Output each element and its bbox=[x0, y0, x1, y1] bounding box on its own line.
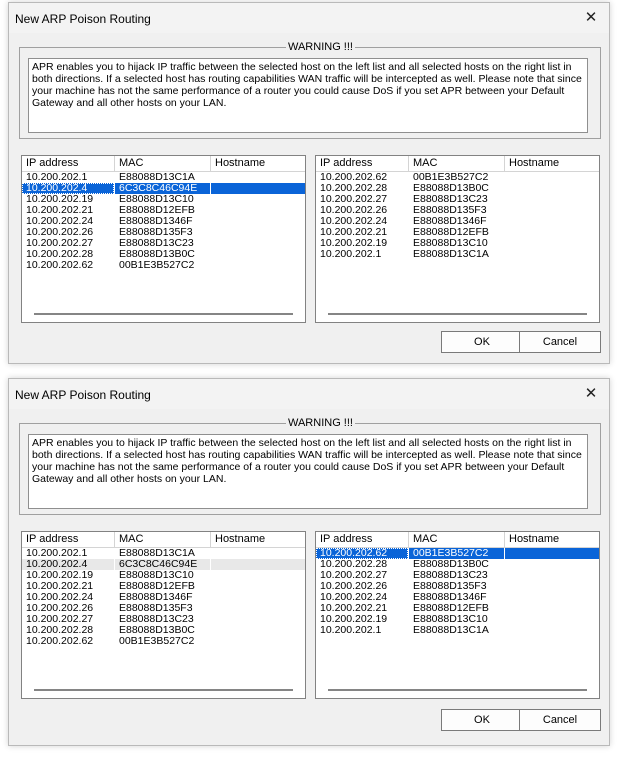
right-host-list[interactable] bbox=[315, 531, 600, 699]
mac-cell: E88088D135F3 bbox=[413, 580, 487, 592]
mac-cell: E88088D13C23 bbox=[119, 613, 194, 625]
hostname-cell bbox=[505, 172, 600, 183]
ip-address-cell: 10.200.202.26 bbox=[26, 226, 94, 238]
mac-cell: E88088D13B0C bbox=[119, 248, 195, 260]
mac-cell: E88088D12EFB bbox=[413, 602, 489, 614]
ip-address-cell: 10.200.202.24 bbox=[26, 591, 94, 603]
ip-address-cell: 10.200.202.28 bbox=[320, 182, 388, 194]
mac-cell: 00B1E3B527C2 bbox=[119, 635, 195, 647]
ip-address-cell: 10.200.202.62 bbox=[26, 635, 94, 647]
right-list-rows bbox=[316, 172, 599, 260]
ip-address-cell: 10.200.202.4 bbox=[22, 559, 114, 570]
right-host-list[interactable] bbox=[315, 155, 600, 323]
hostname-cell bbox=[505, 614, 600, 625]
column-mac[interactable]: MAC bbox=[409, 156, 505, 172]
hostname-cell bbox=[211, 260, 306, 271]
hostname-cell bbox=[211, 548, 306, 559]
list-header bbox=[316, 532, 599, 548]
warning-group bbox=[19, 41, 601, 139]
mac-cell: E88088D13C1A bbox=[413, 248, 489, 260]
ip-address-cell: 10.200.202.27 bbox=[26, 613, 94, 625]
mac-cell: 00B1E3B527C2 bbox=[413, 171, 489, 183]
dialog-title: New ARP Poison Routing bbox=[15, 388, 151, 402]
mac-cell: E88088D135F3 bbox=[119, 226, 193, 238]
hostname-cell bbox=[211, 227, 306, 238]
hostname-cell bbox=[211, 636, 306, 647]
left-host-list[interactable] bbox=[21, 531, 306, 699]
hostname-cell bbox=[505, 592, 600, 603]
ip-address-cell: 10.200.202.27 bbox=[320, 193, 388, 205]
ip-address-cell: 10.200.202.26 bbox=[320, 580, 388, 592]
left-list-rows bbox=[22, 548, 305, 647]
mac-cell: E88088D13B0C bbox=[413, 558, 489, 570]
title-bar bbox=[9, 379, 609, 409]
column-ip-address[interactable]: IP address bbox=[22, 156, 115, 172]
hostname-cell bbox=[505, 205, 600, 216]
mac-cell: E88088D12EFB bbox=[119, 204, 195, 216]
column-mac[interactable]: MAC bbox=[115, 532, 211, 548]
warning-text: APR enables you to hijack IP traffic between the selected host on the left list and all selected hosts on the right list in both directions. If a selected host has routing capabilities WAN traffic will be intercepted as well. Please note that since your machine has not the same performance of a router you could cause DoS if you set APR between your Default Gateway and all other hosts on your LAN. bbox=[28, 434, 588, 509]
scrollbar-thumb[interactable] bbox=[34, 313, 293, 315]
hostname-cell bbox=[211, 570, 306, 581]
warning-group bbox=[19, 417, 601, 515]
mac-cell: E88088D1346F bbox=[119, 591, 193, 603]
scrollbar-thumb[interactable] bbox=[328, 689, 587, 691]
mac-cell: 6C3C8C46C94E bbox=[115, 183, 210, 194]
ip-address-cell: 10.200.202.1 bbox=[26, 171, 88, 183]
ip-address-cell: 10.200.202.24 bbox=[320, 591, 388, 603]
ip-address-cell: 10.200.202.62 bbox=[316, 548, 408, 559]
mac-cell: 00B1E3B527C2 bbox=[409, 548, 504, 559]
column-hostname[interactable]: Hostname bbox=[505, 156, 600, 172]
ip-address-cell: 10.200.202.1 bbox=[320, 248, 382, 260]
ip-address-cell: 10.200.202.28 bbox=[320, 558, 388, 570]
ip-address-cell: 10.200.202.4 bbox=[22, 183, 114, 194]
mac-cell: E88088D13C10 bbox=[413, 237, 488, 249]
mac-cell: 6C3C8C46C94E bbox=[115, 559, 210, 570]
hostname-cell bbox=[505, 625, 600, 636]
column-mac[interactable]: MAC bbox=[409, 532, 505, 548]
ip-address-cell: 10.200.202.21 bbox=[26, 580, 94, 592]
close-icon[interactable]: ✕ bbox=[584, 9, 598, 26]
left-host-list[interactable] bbox=[21, 155, 306, 323]
hostname-cell bbox=[211, 238, 306, 249]
mac-cell: E88088D135F3 bbox=[119, 602, 193, 614]
list-item[interactable] bbox=[22, 636, 305, 647]
ip-address-cell: 10.200.202.62 bbox=[26, 259, 94, 271]
warning-text: APR enables you to hijack IP traffic between the selected host on the left list and all selected hosts on the right list in both directions. If a selected host has routing capabilities WAN traffic will be intercepted as well. Please note that since your machine has not the same performance of a router you could cause DoS if you set APR between your Default Gateway and all other hosts on your LAN. bbox=[28, 58, 588, 133]
hostname-cell bbox=[505, 238, 600, 249]
ip-address-cell: 10.200.202.28 bbox=[26, 248, 94, 260]
horizontal-scrollbar[interactable] bbox=[22, 682, 305, 698]
ip-address-cell: 10.200.202.19 bbox=[320, 613, 388, 625]
title-bar bbox=[9, 3, 609, 33]
ip-address-cell: 10.200.202.1 bbox=[26, 547, 88, 559]
hostname-cell bbox=[505, 194, 600, 205]
column-mac[interactable]: MAC bbox=[115, 156, 211, 172]
mac-cell: E88088D13C1A bbox=[119, 171, 195, 183]
list-item[interactable] bbox=[22, 260, 305, 271]
mac-cell: E88088D13C1A bbox=[119, 547, 195, 559]
dialog-title: New ARP Poison Routing bbox=[15, 12, 151, 26]
arp-routing-dialog-2 bbox=[8, 378, 610, 746]
mac-cell: E88088D13B0C bbox=[119, 624, 195, 636]
column-hostname[interactable]: Hostname bbox=[505, 532, 600, 548]
mac-cell: E88088D13C23 bbox=[413, 569, 488, 581]
list-header bbox=[316, 156, 599, 172]
hostname-cell bbox=[211, 559, 306, 570]
hostname-cell bbox=[505, 249, 600, 260]
column-ip-address[interactable]: IP address bbox=[316, 532, 409, 548]
ip-address-cell: 10.200.202.28 bbox=[26, 624, 94, 636]
column-ip-address[interactable]: IP address bbox=[22, 532, 115, 548]
list-header bbox=[22, 532, 305, 548]
hostname-cell bbox=[505, 183, 600, 194]
warning-legend: WARNING !!! bbox=[288, 41, 353, 53]
ip-address-cell: 10.200.202.26 bbox=[26, 602, 94, 614]
hostname-cell bbox=[211, 581, 306, 592]
right-list-rows bbox=[316, 548, 599, 636]
hostname-cell bbox=[211, 614, 306, 625]
hostname-cell bbox=[505, 216, 600, 227]
ip-address-cell: 10.200.202.21 bbox=[26, 204, 94, 216]
left-list-rows bbox=[22, 172, 305, 271]
hostname-cell bbox=[505, 559, 600, 570]
mac-cell: E88088D13C10 bbox=[119, 569, 194, 581]
cancel-button[interactable]: Cancel bbox=[519, 331, 601, 353]
mac-cell: E88088D1346F bbox=[119, 215, 193, 227]
mac-cell: E88088D13C23 bbox=[413, 193, 488, 205]
mac-cell: E88088D135F3 bbox=[413, 204, 487, 216]
hostname-cell bbox=[505, 227, 600, 238]
mac-cell: E88088D13C23 bbox=[119, 237, 194, 249]
horizontal-scrollbar[interactable] bbox=[316, 682, 599, 698]
close-icon[interactable]: ✕ bbox=[584, 385, 598, 402]
mac-cell: E88088D13C10 bbox=[119, 193, 194, 205]
ip-address-cell: 10.200.202.24 bbox=[320, 215, 388, 227]
mac-cell: E88088D13B0C bbox=[413, 182, 489, 194]
ip-address-cell: 10.200.202.62 bbox=[320, 171, 388, 183]
hostname-cell bbox=[505, 548, 600, 559]
ip-address-cell: 10.200.202.1 bbox=[320, 624, 382, 636]
mac-cell: 00B1E3B527C2 bbox=[119, 259, 195, 271]
scrollbar-thumb[interactable] bbox=[34, 689, 293, 691]
ip-address-cell: 10.200.202.19 bbox=[26, 569, 94, 581]
ip-address-cell: 10.200.202.21 bbox=[320, 602, 388, 614]
hostname-cell bbox=[211, 172, 306, 183]
ip-address-cell: 10.200.202.24 bbox=[26, 215, 94, 227]
list-item[interactable] bbox=[316, 625, 599, 636]
horizontal-scrollbar[interactable] bbox=[316, 306, 599, 322]
hostname-cell bbox=[211, 205, 306, 216]
hostname-cell bbox=[211, 603, 306, 614]
ok-button[interactable]: OK bbox=[441, 331, 523, 353]
horizontal-scrollbar[interactable] bbox=[22, 306, 305, 322]
mac-cell: E88088D13C10 bbox=[413, 613, 488, 625]
hostname-cell bbox=[211, 592, 306, 603]
ip-address-cell: 10.200.202.27 bbox=[26, 237, 94, 249]
hostname-cell bbox=[211, 183, 306, 194]
mac-cell: E88088D12EFB bbox=[413, 226, 489, 238]
ip-address-cell: 10.200.202.27 bbox=[320, 569, 388, 581]
warning-legend: WARNING !!! bbox=[288, 417, 353, 429]
arp-routing-dialog-1 bbox=[8, 2, 610, 364]
hostname-cell bbox=[505, 603, 600, 614]
hostname-cell bbox=[211, 249, 306, 260]
list-item[interactable] bbox=[316, 249, 599, 260]
column-hostname[interactable]: Hostname bbox=[211, 532, 306, 548]
ok-button[interactable]: OK bbox=[441, 709, 523, 731]
column-hostname[interactable]: Hostname bbox=[211, 156, 306, 172]
list-header bbox=[22, 156, 305, 172]
cancel-button[interactable]: Cancel bbox=[519, 709, 601, 731]
hostname-cell bbox=[211, 194, 306, 205]
scrollbar-thumb[interactable] bbox=[328, 313, 587, 315]
column-ip-address[interactable]: IP address bbox=[316, 156, 409, 172]
mac-cell: E88088D1346F bbox=[413, 591, 487, 603]
hostname-cell bbox=[211, 216, 306, 227]
ip-address-cell: 10.200.202.21 bbox=[320, 226, 388, 238]
ip-address-cell: 10.200.202.19 bbox=[320, 237, 388, 249]
hostname-cell bbox=[211, 625, 306, 636]
mac-cell: E88088D1346F bbox=[413, 215, 487, 227]
hostname-cell bbox=[505, 581, 600, 592]
mac-cell: E88088D12EFB bbox=[119, 580, 195, 592]
hostname-cell bbox=[505, 570, 600, 581]
ip-address-cell: 10.200.202.26 bbox=[320, 204, 388, 216]
ip-address-cell: 10.200.202.19 bbox=[26, 193, 94, 205]
mac-cell: E88088D13C1A bbox=[413, 624, 489, 636]
